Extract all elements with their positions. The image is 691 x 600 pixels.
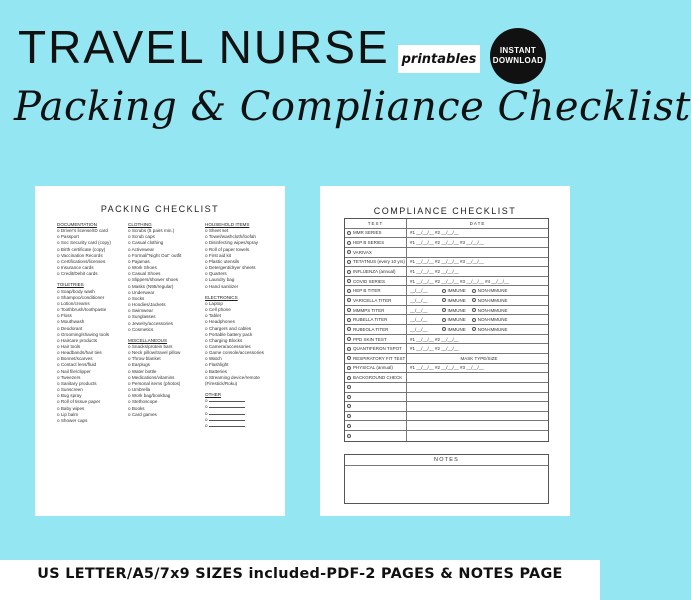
test-name: VARICELLA TITER [353,297,392,303]
non-immune-label: NON-IMMUNE [477,326,508,332]
checklist-item: o First aid kit [205,252,232,258]
checkbox-circle-icon [347,327,351,331]
test-name: MMMPS TITER [353,307,385,313]
blank-write-line [209,404,245,408]
compliance-row [345,277,548,287]
test-cell [345,402,407,411]
checklist-item: o Tweezers [57,374,81,380]
test-name: HEP B SERIES [353,240,385,246]
test-cell [345,421,407,430]
compliance-row [345,373,548,383]
compliance-table [344,218,549,442]
packing-checklist-title: PACKING CHECKLIST [100,204,220,214]
test-name: RESPIRATORY FIT TEST [353,355,406,361]
checklist-item: o Grooming/shaving tools [57,331,110,337]
checkbox-circle-icon [347,385,351,389]
date-cell [407,393,548,402]
date-value: #1 __/__/__ #2 __/__/__ [410,269,459,275]
checklist-item: o Roll of tissue paper [57,399,101,405]
non-immune-label: NON-IMMUNE [477,297,508,303]
checklist-item: o Card games [128,411,157,417]
checklist-item: o [205,417,264,423]
checklist-item: o Work Shoes [128,265,157,271]
date-cell [407,364,548,373]
test-name: INFLUENZA (annual) [353,269,396,275]
date-value: __/__/__ [410,326,428,332]
checklist-item: o Plastic utensils [205,258,240,264]
test-column-header: TEST [345,219,407,228]
section-heading: CLOTHING [128,222,152,227]
test-name: BACKGROUND CHECK [353,375,403,381]
date-cell [407,238,548,247]
date-value: #1 __/__/__ #2 __/__/__ #3 __/__/__ [410,240,484,246]
test-cell [345,306,407,315]
packing-checklist-sheet [35,186,285,516]
section-heading: DOCUMENTATION [57,222,97,227]
compliance-row [345,229,548,239]
section-heading: HOUSEHOLD ITEMS [205,222,250,227]
checklist-item: o Streaming device/remote [205,374,260,380]
blank-write-line [209,398,245,402]
test-cell [345,431,407,441]
checklist-item: o Lotion/creams [57,300,90,306]
checklist-item: o Credit/Debit cards [57,271,98,277]
immune-label: IMMUNE [447,297,466,303]
test-name: QUANTIFERON TSPOT [353,346,402,352]
compliance-row [345,267,548,277]
date-cell [407,383,548,392]
section-heading: MISCELLANEOUS [128,337,168,343]
checklist-item: o Socks [128,295,145,301]
checklist-item: o Game console/accessories [205,350,264,356]
checklist-item: o Earplugs [128,362,150,368]
date-cell [407,354,548,363]
checklist-item: o [205,398,264,404]
immune-label: IMMUNE [447,307,466,313]
checklist-item: o Watch [205,356,222,362]
compliance-row [345,335,548,345]
checklist-item: o Birth certificate (copy) [57,246,106,252]
compliance-row [345,431,548,441]
test-name: COVID SERIES [353,278,386,284]
checklist-item: o Headphones [205,319,235,325]
test-cell [345,277,407,286]
checklist-item: o Detergent/dryer sheets [205,265,256,271]
checklist-item: o [205,411,264,417]
test-cell [345,354,407,363]
non-immune-label: NON-IMMUNE [477,288,508,294]
date-cell [407,402,548,411]
date-cell [407,258,548,267]
section-heading: OTHER [205,392,222,398]
compliance-row [345,421,548,431]
checklist-item: (Firestick/Roku) [205,380,238,386]
checklist-item: o Toothbrush/toothpaste [57,307,107,313]
test-cell [345,296,407,305]
date-cell [407,325,548,334]
checkbox-circle-icon [347,318,351,322]
compliance-row [345,325,548,335]
checkbox-circle-icon [347,231,351,235]
immunity-option-circle-icon [472,327,476,331]
test-name: MMR SERIES [353,230,382,236]
checkbox-circle-icon [347,298,351,302]
checkbox-circle-icon [347,279,351,283]
checklist-item: o Tablet [205,313,222,319]
checkbox-circle-icon [347,270,351,274]
test-cell [345,344,407,353]
checklist-item: o Cell phone [205,307,231,313]
checklist-item: o Haircare products [57,337,98,343]
date-cell [407,335,548,344]
checklist-item: o Activewear [128,246,155,252]
checklist-item: o Casual Shoes [128,271,161,277]
compliance-row [345,412,548,422]
date-cell [407,431,548,441]
date-value: #1 __/__/__ #2 __/__/__ [410,336,459,342]
checklist-item: o Swimwear [128,308,154,314]
compliance-checklist-title: COMPLIANCE CHECKLIST [373,206,517,216]
immune-label: IMMUNE [447,317,466,323]
checklist-item: o Sanitary products [57,380,97,386]
date-value: __/__/__ [410,297,428,303]
test-name: RUBEOLA TITER [353,326,389,332]
notes-box [344,454,549,504]
immunity-option-circle-icon [472,289,476,293]
checklist-item: o Camera/accessories [205,343,251,349]
checklist-item: o Batteries [205,368,227,374]
checklist-item: o Soap/body wash [57,288,95,294]
blank-write-line [209,417,245,421]
checkbox-circle-icon [347,424,351,428]
badge-line-2: DOWNLOAD [492,56,544,65]
date-cell [407,286,548,295]
checklist-item: o Baby wipes [57,405,85,411]
checklist-item: o [205,404,264,410]
checklist-item: o Mouthwash [57,319,85,325]
compliance-row [345,248,548,258]
checklist-item: o Formal/"Night Out" outfit [128,252,182,258]
checklist-item: o Headbands/hair ties [57,350,102,356]
checklist-item: o Hoodies/Jackets [128,302,166,308]
checklist-item: o Pajamas [128,258,150,264]
section-heading: ELECTRONICS [205,294,238,300]
printables-label: printables [398,45,480,73]
compliance-row [345,364,548,374]
date-cell [407,344,548,353]
date-cell [407,296,548,305]
blank-write-line [209,423,245,427]
test-cell [345,267,407,276]
checklist-item: o Scrubs (5 pairs min.) [128,228,175,234]
checklist-item: o Masks (N95/regular) [128,283,174,289]
date-cell [407,277,548,286]
checklist-item: o Passport [57,234,79,240]
date-value: MASK TYPE/SIZE [460,355,498,361]
date-value: #1 __/__/__ #2 __/__/__ #3 __/__/__ [410,259,484,265]
compliance-row [345,402,548,412]
test-cell [345,373,407,382]
compliance-row [345,393,548,403]
immunity-option-circle-icon [442,327,446,331]
checklist-item: o Towel/washcloth/loofah [205,234,256,240]
compliance-row [345,306,548,316]
checkbox-circle-icon [347,337,351,341]
date-cell [407,267,548,276]
badge-line-1: INSTANT [499,46,537,55]
checkbox-circle-icon [347,356,351,360]
date-cell [407,421,548,430]
test-cell [345,229,407,238]
date-cell [407,229,548,238]
compliance-row [345,296,548,306]
date-cell [407,248,548,257]
checklist-item: o Shower caps [57,417,88,423]
checklist-item: o Throw blanket [128,356,161,362]
date-value: #1 __/__/__ #2 __/__/__ #3 __/__/__ #4 __/__/__ [410,278,509,284]
checklist-item: o Driver's license/ID card [57,228,108,234]
packing-column-1 [57,222,111,424]
test-cell [345,325,407,334]
checklist-item: o Sunscreen [57,387,83,393]
checklist-item: o Scrub caps [128,234,155,240]
checklist-item: o Sunglasses [128,314,156,320]
packing-column-3 [205,222,264,429]
checklist-item: o Bonnet/scarves [57,356,93,362]
date-value: __/__/__ [410,288,428,294]
checklist-item: o Water bottle [128,368,157,374]
date-cell [407,315,548,324]
checklist-item: o Laundry bag [205,277,235,283]
date-value: #1 __/__/__ #2 __/__/__ #3 __/__/__ [410,365,484,371]
immunity-option-circle-icon [472,308,476,312]
checklist-item: o Bug spray [57,393,82,399]
checkbox-circle-icon [347,395,351,399]
immunity-option-circle-icon [442,318,446,322]
checklist-item: o Laptop [205,300,223,306]
instant-download-badge [490,28,546,84]
compliance-row [345,383,548,393]
test-name: PPD SKIN TEST [353,336,387,342]
checklist-item: o Medications/vitamins [128,374,175,380]
sizes-footer-banner: US LETTER/A5/7x9 SIZES included-PDF-2 PAGES & NOTES PAGE [0,560,600,600]
immune-label: IMMUNE [447,326,466,332]
checkbox-circle-icon [347,376,351,380]
date-column-header: DATE [469,220,486,226]
checkbox-circle-icon [347,260,351,264]
checklist-item: o Stethoscope [128,399,158,405]
test-cell [345,258,407,267]
checkbox-circle-icon [347,366,351,370]
checkbox-circle-icon [347,347,351,351]
date-cell [407,412,548,421]
test-cell [345,286,407,295]
checklist-item: o Quarters [205,271,227,277]
test-cell [345,238,407,247]
checklist-item: o Portable battery pack [205,331,253,337]
checklist-item: o Lip balm [57,411,79,417]
compliance-row [345,315,548,325]
compliance-table-header [345,219,548,229]
checklist-item: o Charging Blocks [205,337,243,343]
checklist-item: o Umbrella [128,387,151,393]
test-cell [345,315,407,324]
immunity-option-circle-icon [442,289,446,293]
test-name: TETATNUS (every 10 yrs) [353,259,405,265]
compliance-row [345,258,548,268]
test-cell [345,248,407,257]
date-value: #1 __/__/__ #2 __/__/__ [410,346,459,352]
compliance-row [345,238,548,248]
checklist-item: o Contact lens/fluid [57,362,97,368]
checklist-item: o Certifications/licenses [57,258,106,264]
checklist-item: o Deodorant [57,325,83,331]
test-name: RUBELLA TITER [353,317,388,323]
compliance-row [345,344,548,354]
checklist-item: o Vaccination Records [57,252,103,258]
date-value: __/__/__ [410,317,428,323]
immunity-option-circle-icon [442,308,446,312]
date-value: __/__/__ [410,307,428,313]
checklist-item: o Floss [57,313,72,319]
checklist-item: o Roll of paper towels [205,246,250,252]
checkbox-circle-icon [347,250,351,254]
script-subtitle: Packing & Compliance Checklist [14,84,691,130]
compliance-checklist-sheet [320,186,570,516]
checklist-item: o Personal items (photos) [128,380,181,386]
checklist-item: o Jewelry/accessories [128,320,173,326]
immunity-option-circle-icon [472,298,476,302]
checklist-item: o Sheet set [205,228,229,234]
checkbox-circle-icon [347,414,351,418]
test-cell [345,383,407,392]
immune-label: IMMUNE [447,288,466,294]
section-heading: TOILETRIES [57,282,84,288]
checklist-item: o Snacks/protein bars [128,343,173,349]
immunity-option-circle-icon [442,298,446,302]
page-title: TRAVEL NURSE [18,21,390,73]
checklist-item: o Slippers/shower shoes [128,277,179,283]
checklist-item: o Books [128,405,145,411]
test-cell [345,393,407,402]
test-name: HEP B TITER [353,288,381,294]
checklist-item: o Chargers and cables [205,325,252,331]
non-immune-label: NON-IMMUNE [477,307,508,313]
compliance-row [345,286,548,296]
checklist-item: o Cosmetics [128,326,154,332]
packing-column-2 [128,222,181,418]
test-name: VARIVAX [353,249,372,255]
checklist-item: o Flashlight [205,362,229,368]
checklist-item: o Soc Security card (copy) [57,240,111,246]
checkbox-circle-icon [347,241,351,245]
date-cell [407,306,548,315]
checklist-item: o Hand sanitizer [205,283,239,289]
immunity-option-circle-icon [472,318,476,322]
non-immune-label: NON-IMMUNE [477,317,508,323]
checklist-item: o [205,423,264,429]
checkbox-circle-icon [347,434,351,438]
checkbox-circle-icon [347,289,351,293]
checklist-item: o Neck pillow/travel pillow [128,350,181,356]
notes-heading: NOTES [345,455,548,466]
checkbox-circle-icon [347,308,351,312]
date-value: #1 __/__/__ #2 __/__/__ [410,230,459,236]
test-cell [345,412,407,421]
compliance-row [345,354,548,364]
test-name: PHYSICAL (annual) [353,365,393,371]
test-cell [345,364,407,373]
checklist-item: o Disinfecting wipes/spray [205,240,259,246]
checklist-item: o Insurance cards [57,265,94,271]
checklist-item: o Hair tools [57,343,81,349]
checklist-item: o Nail file/clipper [57,368,91,374]
checklist-item: o Underwear [128,289,155,295]
test-cell [345,335,407,344]
blank-write-line [209,411,245,415]
checklist-item: o Shampoo/conditioner [57,294,105,300]
checklist-item: o Casual clothing [128,240,164,246]
checklist-item: o Work bag/bookbag [128,393,171,399]
date-cell [407,373,548,382]
checkbox-circle-icon [347,404,351,408]
